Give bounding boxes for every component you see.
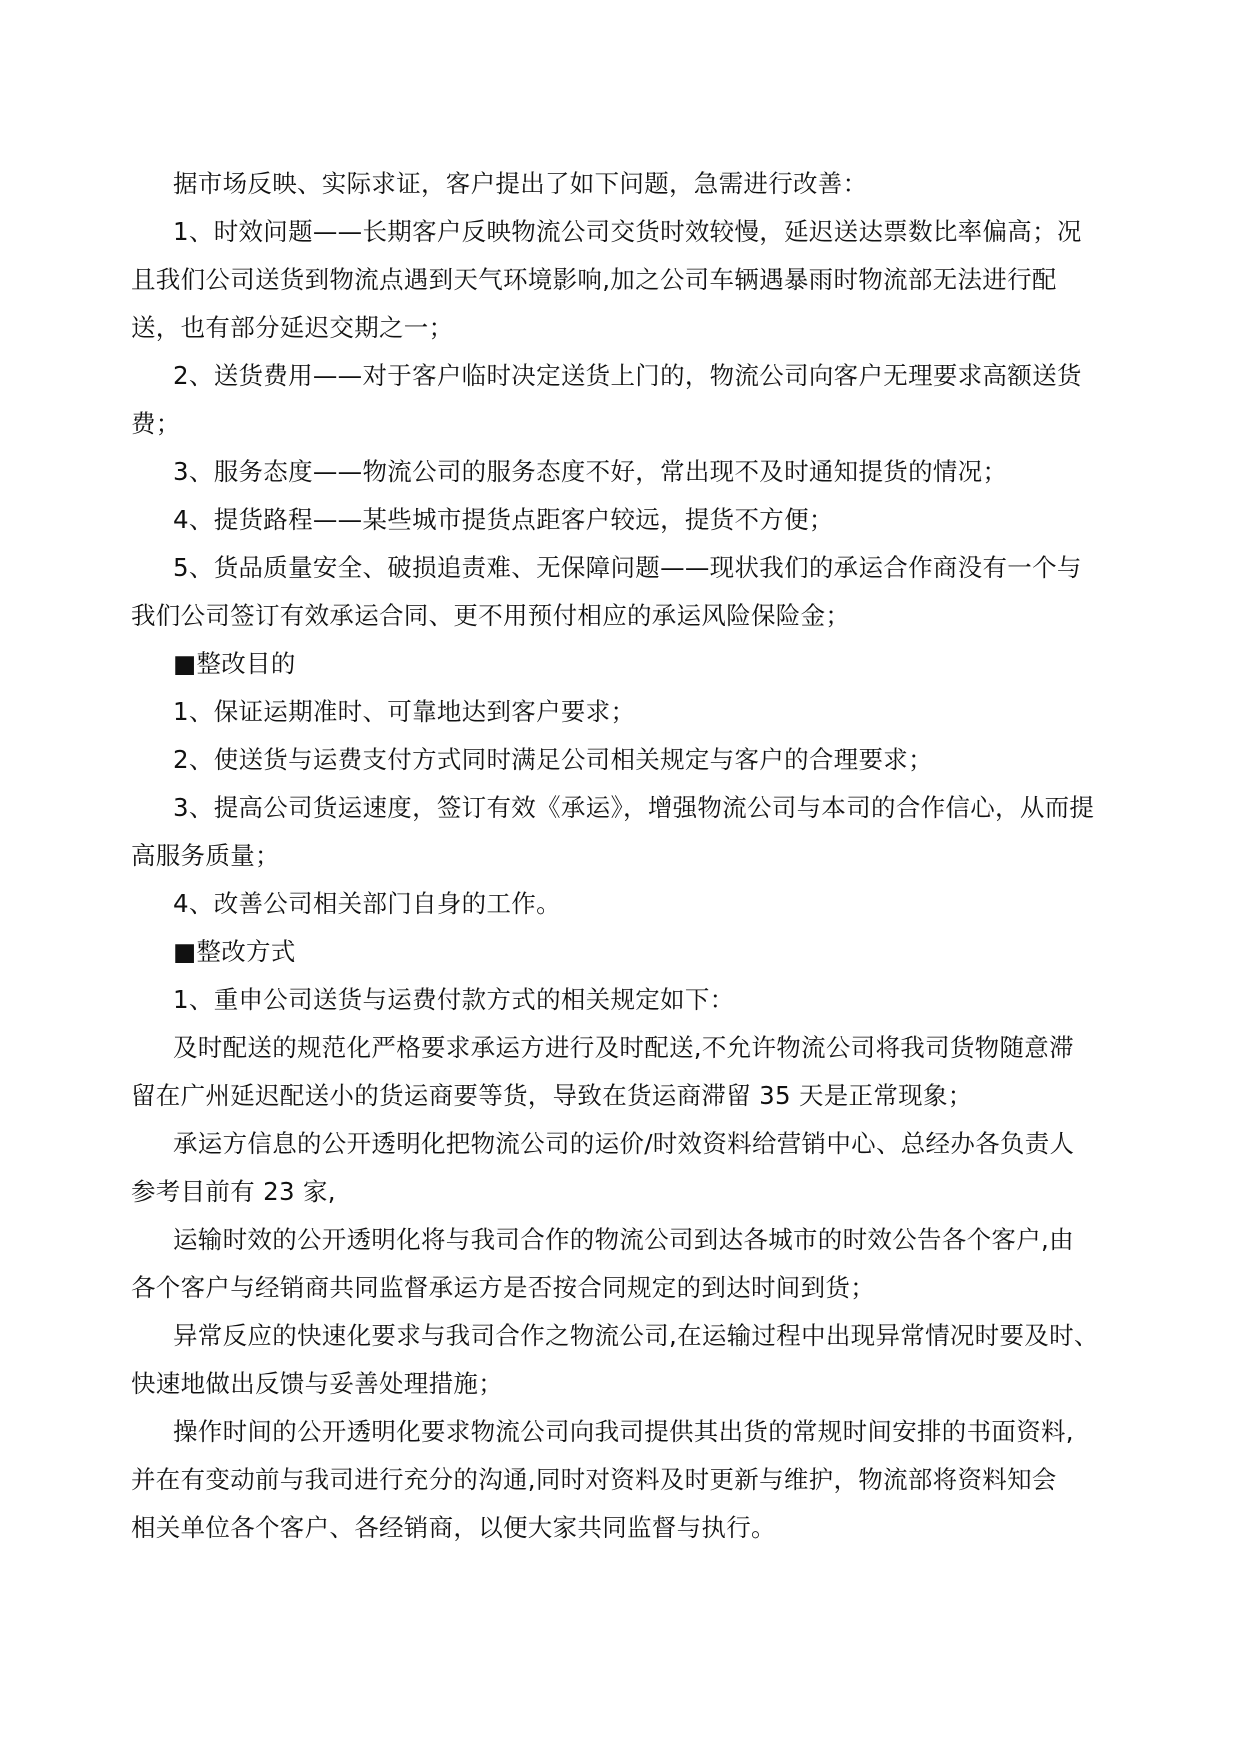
paragraph-exception-response [131, 1312, 1099, 1408]
text-line: 2、使送货与运费支付方式同时满足公司相关规定与客户的合理要求； [173, 745, 933, 774]
text-line: 3、服务态度——物流公司的服务态度不好，常出现不及时通知提货的情况； [173, 457, 1008, 486]
text-line: 相关单位各个客户、各经销商，以便大家共同监督与执行。 [131, 1513, 776, 1542]
text-line: 4、改善公司相关部门自身的工作。 [173, 889, 561, 918]
text-line: 据市场反映、实际求证，客户提出了如下问题，急需进行改善： [173, 169, 868, 198]
paragraph-carrier-transparency [131, 1120, 1092, 1216]
paragraph-goal-3 [131, 784, 1095, 880]
paragraph-method-1 [152, 976, 1092, 1024]
section-heading-methods [152, 928, 1092, 976]
paragraph-issue-timeliness [131, 208, 1092, 352]
text-line: 运输时效的公开透明化将与我司合作的物流公司到达各城市的时效公告各个客户,由 [173, 1225, 1074, 1254]
text-line: ■整改方式 [173, 937, 296, 966]
paragraph-operation-time [131, 1408, 1092, 1552]
text-line: 参考目前有 23 家, [131, 1177, 336, 1206]
paragraph-transit-transparency [131, 1216, 1092, 1312]
text-line: 留在广州延迟配送小的货运商要等货，导致在货运商滞留 35 天是正常现象； [131, 1081, 973, 1110]
text-line: 送，也有部分延迟交期之一； [131, 313, 454, 342]
document-body [131, 160, 1099, 1552]
text-line: 1、重申公司送货与运费付款方式的相关规定如下： [173, 985, 735, 1014]
paragraph-goal-4 [152, 880, 1092, 928]
text-line: 快速地做出反馈与妥善处理措施； [131, 1369, 503, 1398]
text-line: 承运方信息的公开透明化把物流公司的运价/时效资料给营销中心、总经办各负责人 [173, 1129, 1075, 1158]
text-line: 2、送货费用——对于客户临时决定送货上门的，物流公司向客户无理要求高额送货 [173, 361, 1082, 390]
paragraph-goal-2 [152, 736, 1092, 784]
paragraph-intro [152, 160, 1092, 208]
text-line: 各个客户与经销商共同监督承运方是否按合同规定的到达时间到货； [131, 1273, 875, 1302]
paragraph-timely-delivery [131, 1024, 1092, 1120]
section-heading-goals [152, 640, 1092, 688]
text-line: 1、时效问题——长期客户反映物流公司交货时效较慢，延迟送达票数比率偏高；况 [173, 217, 1082, 246]
text-line: 并在有变动前与我司进行充分的沟通,同时对资料及时更新与维护，物流部将资料知会 [131, 1465, 1057, 1494]
text-line: 异常反应的快速化要求与我司合作之物流公司,在运输过程中出现异常情况时要及时、 [173, 1321, 1099, 1350]
text-line: ■整改目的 [173, 649, 296, 678]
text-line: 我们公司签订有效承运合同、更不用预付相应的承运风险保险金； [131, 601, 851, 630]
paragraph-goal-1 [152, 688, 1092, 736]
paragraph-issue-service-attitude [152, 448, 1092, 496]
text-line: 4、提货路程——某些城市提货点距客户较远，提货不方便； [173, 505, 834, 534]
text-line: 高服务质量； [131, 841, 280, 870]
text-line: 及时配送的规范化严格要求承运方进行及时配送,不允许物流公司将我司货物随意滞 [173, 1033, 1074, 1062]
paragraph-issue-pickup-distance [152, 496, 1092, 544]
paragraph-issue-delivery-fee [131, 352, 1092, 448]
text-line: 5、货品质量安全、破损追责难、无保障问题——现状我们的承运合作商没有一个与 [173, 553, 1082, 582]
text-line: 3、提高公司货运速度，签订有效《承运》，增强物流公司与本司的合作信心，从而提 [173, 793, 1095, 822]
text-line: 操作时间的公开透明化要求物流公司向我司提供其出货的常规时间安排的书面资料, [173, 1417, 1074, 1446]
text-line: 费； [131, 409, 181, 438]
text-line: 且我们公司送货到物流点遇到天气环境影响,加之公司车辆遇暴雨时物流部无法进行配 [131, 265, 1057, 294]
paragraph-issue-quality-safety [131, 544, 1092, 640]
text-line: 1、保证运期准时、可靠地达到客户要求； [173, 697, 636, 726]
